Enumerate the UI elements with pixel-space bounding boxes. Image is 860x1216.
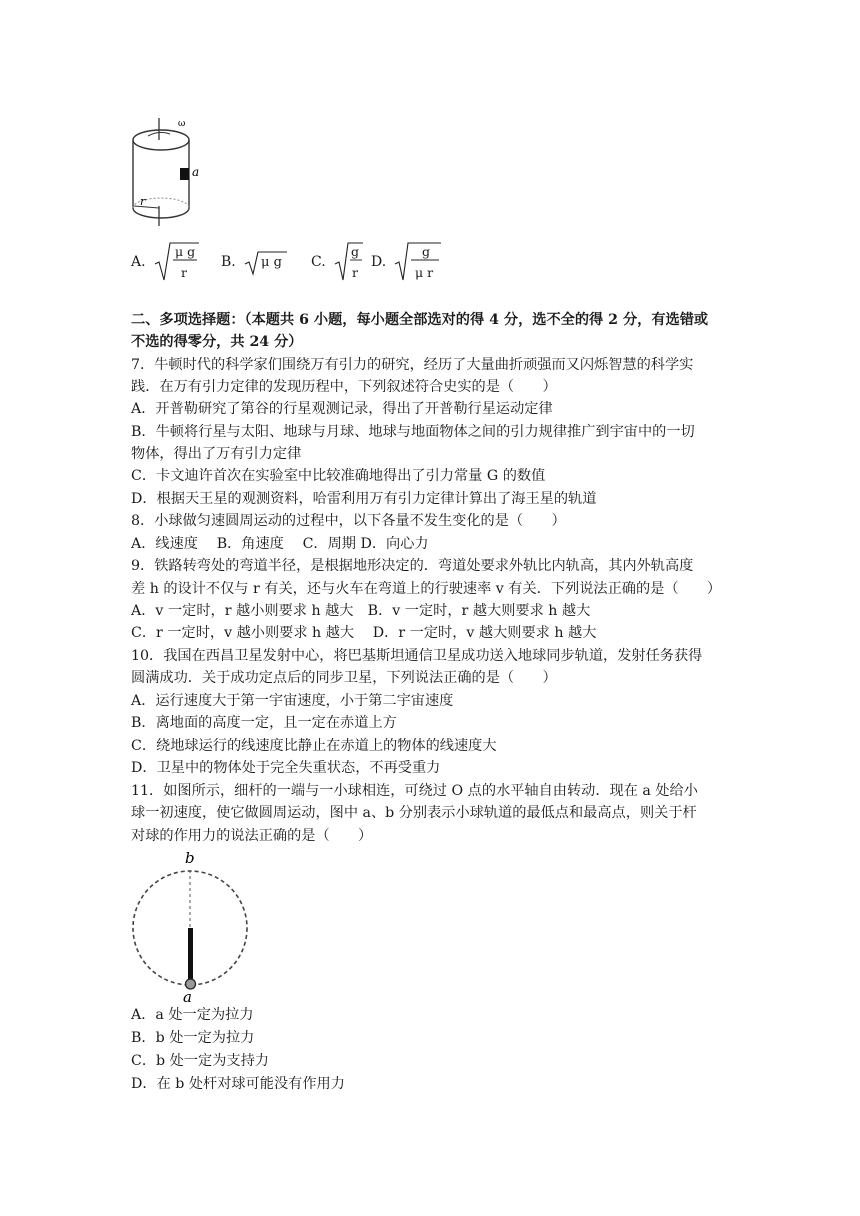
fraction-denominator: r [352,265,358,280]
q7-option-c: C．卡文迪许首次在实验室中比较准确地得出了引力常量 G 的数值 [131,468,546,484]
q10-stem-2: 圆满成功．关于成功定点后的同步卫星，下列说法正确的是（ ） [131,670,557,686]
bottom-point-a-label: a [183,988,192,1002]
q8-options: A．线速度 B．角速度 C．周期 D．向心力 [131,536,429,552]
q9-stem-1: 9．铁路转弯处的弯道半径，是根据地形决定的．弯道处要求外轨比内轨高，其内外轨高度 [131,558,694,574]
q11-option-b: B．b 处一定为拉力 [131,1030,255,1046]
option-label: A. [131,254,146,270]
q11-option-c: C．b 处一定为支持力 [131,1053,269,1069]
fraction-numerator: g [422,244,431,259]
section-heading-line-2: 不选的得零分，共 24 分） [131,334,303,350]
q11-stem-1: 11．如图所示，细杆的一端与一小球相连，可绕过 O 点的水平轴自由转动．现在 a 处给小 [131,783,698,799]
q7-option-b-1: B．牛顿将行星与太阳、地球与月球、地球与地面物体之间的引力规律推广到宇宙中的一切 [131,424,695,440]
rod-ball-circle-figure [128,850,254,1002]
q7-stem-1: 7．牛顿时代的科学家们围绕万有引力的研究，经历了大量曲折顽强而又闪烁智慧的科学实 [131,357,694,373]
q8-stem: 8．小球做匀速圆周运动的过程中，以下各量不发生变化的是（ ） [131,513,566,529]
q9-options-cd: C．r 一定时，v 越小则要求 h 越大 D．r 一定时，v 越大则要求 h 越大 [131,625,597,641]
block-a-label: a [192,165,200,179]
option-label: B. [221,254,236,270]
q7-option-d: D．根据天王星的观测资料，哈雷利用万有引力定律计算出了海王星的轨道 [131,491,597,507]
rotating-cylinder-figure [126,118,216,228]
q9-options-ab: A．v 一定时，r 越小则要求 h 越大 B．v 一定时，r 越大则要求 h 越大 [131,603,591,619]
q11-stem-3: 对球的作用力的说法正确的是（ ） [131,828,373,844]
q7-option-a: A．开普勒研究了第谷的行星观测记录，得出了开普勒行星运动定律 [131,401,553,417]
section-heading-line-1: 二、多项选择题：（本题共 6 小题，每小题全部选对的得 4 分，选不全的得 2 分，有选错或 [131,312,709,328]
top-point-b-label: b [185,850,195,867]
option-label: C. [311,254,326,270]
q9-stem-2: 差 h 的设计不仅与 r 有关，还与火车在弯道上的行驶速率 v 有关．下列说法正确的是（ ） [131,581,722,597]
q7-option-b-2: 物体，得出了万有引力定律 [131,446,302,462]
q10-option-a: A．运行速度大于第一宇宙速度，小于第二宇宙速度 [131,693,454,709]
fraction-numerator: g [351,244,360,259]
radius-label: r [140,195,146,208]
q10-option-c: C．绕地球运行的线速度比静止在赤道上的物体的线速度大 [131,738,497,754]
q7-stem-2: 践．在万有引力定律的发现历程中，下列叙述符合史实的是（ ） [131,379,557,395]
q11-option-a: A．a 处一定为拉力 [131,1007,254,1023]
fraction-numerator: μ g [175,244,196,259]
q11-stem-2: 球一初速度，使它做圆周运动，图中 a、b 分别表示小球轨道的最低点和最高点，则关于杆 [131,805,697,821]
q11-option-d: D．在 b 处杆对球可能没有作用力 [131,1076,345,1092]
q6-options [131,240,471,284]
q10-stem-1: 10．我国在西昌卫星发射中心，将巴基斯坦通信卫星成功送入地球同步轨道，发射任务获得 [131,648,703,664]
q10-option-d: D．卫星中的物体处于完全失重状态，不再受重力 [131,760,441,776]
fraction-denominator: μ r [415,265,434,280]
omega-label: ω [178,119,186,129]
option-label: D. [371,254,387,270]
radicand: μ g [261,255,282,270]
q10-option-b: B．离地面的高度一定，且一定在赤道上方 [131,715,397,731]
fraction-denominator: r [181,265,187,280]
